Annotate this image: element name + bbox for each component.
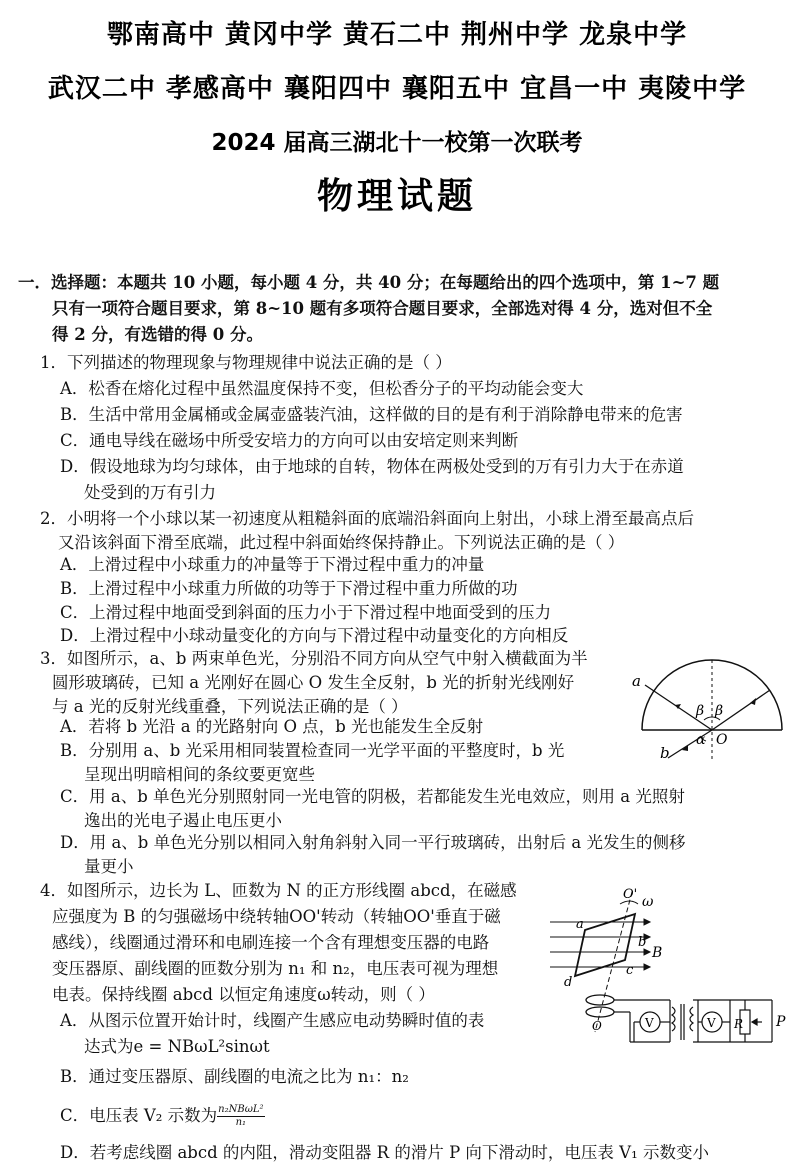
label-o-prime: O' [623, 887, 638, 902]
label-o: O [716, 732, 728, 748]
school-list-line-1: 鄂南高中 黄冈中学 黄石二中 荆州中学 龙泉中学 [106, 20, 688, 50]
question-4-stem-line-3: 感线），线圈通过滑环和电刷连接一个含有理想变压器的电路 [52, 933, 490, 952]
label-beta-2: β [715, 703, 724, 719]
label-omega: ω [642, 894, 654, 910]
question-3-option-b-line-1: B．分别用 a、b 光采用相同装置检查同一光学平面的平整度时，b 光 [60, 741, 565, 760]
question-1-option-d-line-2: 处受到的万有引力 [84, 483, 216, 502]
exam-title: 2024 届高三湖北十一校第一次联考 [211, 130, 583, 156]
question-4-stem-line-2: 应强度为 B 的匀强磁场中绕转轴OO'转动（转轴OO'垂直于磁 [52, 907, 501, 926]
question-4-stem-line-5: 电表。保持线圈 abcd 以恒定角速度ω转动，则（ ） [52, 985, 435, 1004]
question-4-coil-transformer-figure [540, 882, 790, 1062]
label-b: b [660, 744, 670, 762]
question-3-option-c-line-1: C．用 a、b 单色光分别照射同一光电管的阴极，若都能发生光电效应，则用 a 光照射 [60, 787, 685, 806]
label-alpha: α [696, 732, 706, 748]
question-1-option-c: C．通电导线在磁场中所受安培力的方向可以由安培定则来判断 [60, 431, 519, 450]
question-2-option-d: D．上滑过程中小球动量变化的方向与下滑过程中动量变化的方向相反 [60, 626, 569, 645]
question-3-stem-line-1: 3．如图所示，a、b 两束单色光，分别沿不同方向从空气中射入横截面为半 [40, 649, 588, 668]
question-1-option-b: B．生活中常用金属桶或金属壶盛装汽油，这样做的目的是有利于消除静电带来的危害 [60, 405, 683, 424]
voltmeter-v2-label: V [707, 1016, 716, 1030]
label-beta-1: β [696, 703, 705, 719]
fraction-numerator: n₂NBωL² [218, 1104, 264, 1115]
question-4-option-c-text: C．电压表 V₂ 示数为 [60, 1106, 218, 1125]
question-2-option-a: A．上滑过程中小球重力的冲量等于下滑过程中重力的冲量 [60, 555, 485, 574]
label-coil-b: b [638, 935, 647, 950]
fraction-denominator: n₁ [235, 1117, 247, 1128]
label-field-b: B [652, 945, 663, 961]
label-a: a [632, 672, 641, 690]
question-2-stem-line-2: 又沿该斜面下滑至底端，此过程中斜面始终保持静止。下列说法正确的是（ ） [58, 533, 625, 552]
question-4-stem-line-4: 变压器原、副线圈的匝数分别为 n₁ 和 n₂，电压表可视为理想 [52, 959, 499, 978]
section-intro-line-1: 一．选择题：本题共 10 小题，每小题 4 分，共 40 分；在每题给出的四个选项中，第 1~7 题 [18, 273, 720, 292]
question-1-stem: 1．下列描述的物理现象与物理规律中说法正确的是（ ） [40, 353, 452, 372]
question-4-option-a-line-1: A．从图示位置开始计时，线圈产生感应电动势瞬时值的表 [60, 1011, 485, 1030]
label-resistor-r: R [734, 1017, 744, 1031]
fraction [217, 1104, 264, 1129]
question-4-option-c [60, 1104, 265, 1129]
question-2-option-b: B．上滑过程中小球重力所做的功等于下滑过程中重力所做的功 [60, 579, 518, 598]
question-3-option-d-line-1: D．用 a、b 单色光分别以相同入射角斜射入同一平行玻璃砖，出射后 a 光发生的侧移 [60, 833, 686, 852]
question-4-option-d: D．若考虑线圈 abcd 的内阻，滑动变阻器 R 的滑片 P 向下滑动时，电压表 V₁ 示数变小 [60, 1143, 709, 1162]
section-intro-line-2: 只有一项符合题目要求，第 8~10 题有多项符合题目要求，全部选对得 4 分，选对但不全 [52, 299, 713, 318]
subject-title: 物理试题 [316, 176, 477, 217]
label-slider-p: P [776, 1014, 786, 1030]
question-1-option-d-line-1: D．假设地球为均匀球体，由于地球的自转，物体在两极处受到的万有引力大于在赤道 [60, 457, 684, 476]
label-coil-a: a [576, 917, 584, 932]
label-coil-d: d [564, 975, 573, 990]
school-list-line-2: 武汉二中 孝感高中 襄阳四中 襄阳五中 宜昌一中 夷陵中学 [47, 74, 747, 104]
question-3-stem-line-3: 与 a 光的反射光线重叠，下列说法正确的是（ ） [52, 697, 408, 716]
question-4-stem-line-1: 4．如图所示，边长为 L、匝数为 N 的正方形线圈 abcd，在磁感 [40, 881, 517, 900]
section-intro-line-3: 得 2 分，有选错的得 0 分。 [52, 325, 263, 344]
question-4-option-a-line-2: 达式为e = NBωL²sinωt [84, 1037, 270, 1056]
question-4-option-b: B．通过变压器原、副线圈的电流之比为 n₁：n₂ [60, 1067, 409, 1086]
voltmeter-v1-label: V [645, 1016, 654, 1030]
question-3-option-d-line-2: 量更小 [84, 857, 134, 876]
question-3-option-c-line-2: 逸出的光电子遏止电压更小 [84, 811, 282, 830]
label-o: O [592, 1019, 602, 1033]
label-coil-c: c [626, 963, 634, 978]
question-2-stem-line-1: 2．小明将一个小球以某一初速度从粗糙斜面的底端沿斜面向上射出，小球上滑至最高点后 [40, 509, 694, 528]
question-2-option-c: C．上滑过程中地面受到斜面的压力小于下滑过程中地面受到的压力 [60, 603, 552, 622]
question-1-option-a: A．松香在熔化过程中虽然温度保持不变，但松香分子的平均动能会变大 [60, 379, 584, 398]
question-3-option-a: A．若将 b 光沿 a 的光路射向 O 点，b 光也能发生全反射 [60, 717, 484, 736]
question-3-stem-line-2: 圆形玻璃砖，已知 a 光刚好在圆心 O 发生全反射，b 光的折射光线刚好 [52, 673, 575, 692]
question-3-option-b-line-2: 呈现出明暗相间的条纹要更宽些 [84, 765, 315, 784]
question-3-semicircle-figure [620, 640, 790, 765]
